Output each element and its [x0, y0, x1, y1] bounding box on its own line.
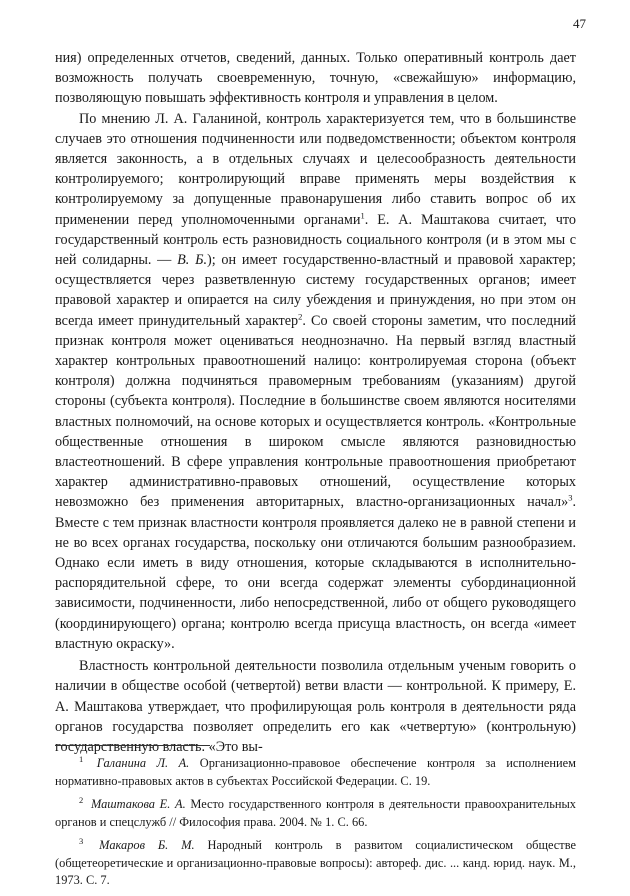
paragraph-text: По мнению Л. А. Галаниной, контроль характеризуется тем, что в большинстве случаев это отношения подчиненности или подведомственности; объектом контроля является законность, а в отдельных случаях и целесообразность деятельности контролируемого; контролирующий вправе применять меры воздействия к контролируемому за допущенные правонарушения либо ставить вопрос об их применении перед уполномоченными органами	[55, 110, 576, 228]
footnote-2	[55, 796, 576, 831]
paragraph-control-power: Властность контрольной деятельности позволила отдельным ученым говорить о наличии в обществе особой (четвертой) ветви власти — контрольной. К примеру, Е. А. Маштакова утверждает, что профилирующая роль контроля в деятельности ряда органов государства позволяет определить его как «четвертую» (контрольную) государственную власть. «Это вы-	[55, 658, 576, 755]
page-number: 47	[573, 16, 586, 31]
footnote-author: Макаров Б. М.	[99, 838, 195, 852]
author-initials: В. Б.	[177, 252, 207, 269]
footnote-3	[55, 837, 576, 890]
footnote-author: Галанина Л. А.	[96, 756, 190, 770]
paragraph-text: . Со своей стороны заметим, что последний признак контроля может оцениваться неоднозначно. На первый взгляд властный характер контрольных правоотношений налицо: контролируемая сторона (объект контроля) должна подчиняться правомерным требованиям (указаниям) другой стороны (субъекта контроля). Последние в большинстве своем являются носителями властных полномочий, на основе которых и осуществляется контроль. «Контрольные общественные отношения в широком смысле являются разновидностью властеотношений. В сфере управления контрольные правоотношения приобретают характер административно-правовых отношений, осуществление которых невозможно без применения авторитарных, властно-организационных начал»	[55, 312, 576, 511]
footnotes	[55, 755, 576, 896]
footnote-number: 3	[79, 835, 84, 846]
footnote-text: Народный контроль в развитом социалистическом обществе (общетеоретические и организационно-правовые вопросы): автореф. дис. ... канд. юрид. наук. М., 1973. С. 7.	[55, 838, 576, 887]
footnote-ref-2[interactable]: 2	[298, 310, 303, 321]
footnote-ref-1[interactable]: 1	[360, 209, 365, 220]
paragraph-continuation: ния) определенных отчетов, сведений, данных. Только оперативный контроль дает возможность получать своевременную, точную, «свежайшую» информацию, позволяющую повышать эффективность контроля и управления в целом.	[55, 50, 576, 107]
footnote-text: Место государственного контроля в деятельности правоохранительных органов и спецслужб // Философия права. 2004. № 1. С. 66.	[55, 797, 576, 829]
footnote-ref-3[interactable]: 3	[568, 492, 573, 503]
footnote-divider	[55, 745, 210, 746]
footnote-number: 1	[79, 753, 84, 764]
paragraph-text: ); он имеет государственно-властный и правовой характер; осуществляется через разветвленную систему государственных органов; имеет правовой характер и опирается на силу убеждения и принуждения, но при этом он всегда имеет принудительный характер	[55, 252, 576, 329]
paragraph-text: . Е. А. Маштакова считает, что государственный контроль есть разновидность социального контроля (и в этом мы с ней солидарны. —	[55, 211, 576, 269]
footnote-number: 2	[79, 794, 84, 805]
paragraph-text: . Вместе с тем признак властности контроля проявляется далеко не в равной степени и не во всех органах государства, поскольку они отличаются большим разнообразием. Однако если иметь в виду отношения, которые складываются в исполнительно-распорядительной сфере, то они всегда содержат элементы субординационной зависимости, подчиненности, либо непосредственной, либо от общего руководящего (координирующего) органа; контролю всегда присуща властность, он всегда «имеет властную окраску».	[55, 494, 576, 652]
main-text	[55, 48, 576, 757]
footnote-1	[55, 755, 576, 790]
paragraph-galanina	[55, 109, 576, 654]
footnote-text: Организационно-правовое обеспечение контроля за исполнением нормативно-правовых актов в субъектах Российской Федерации. С. 19.	[55, 756, 576, 788]
footnote-author: Маштакова Е. А.	[90, 797, 186, 811]
